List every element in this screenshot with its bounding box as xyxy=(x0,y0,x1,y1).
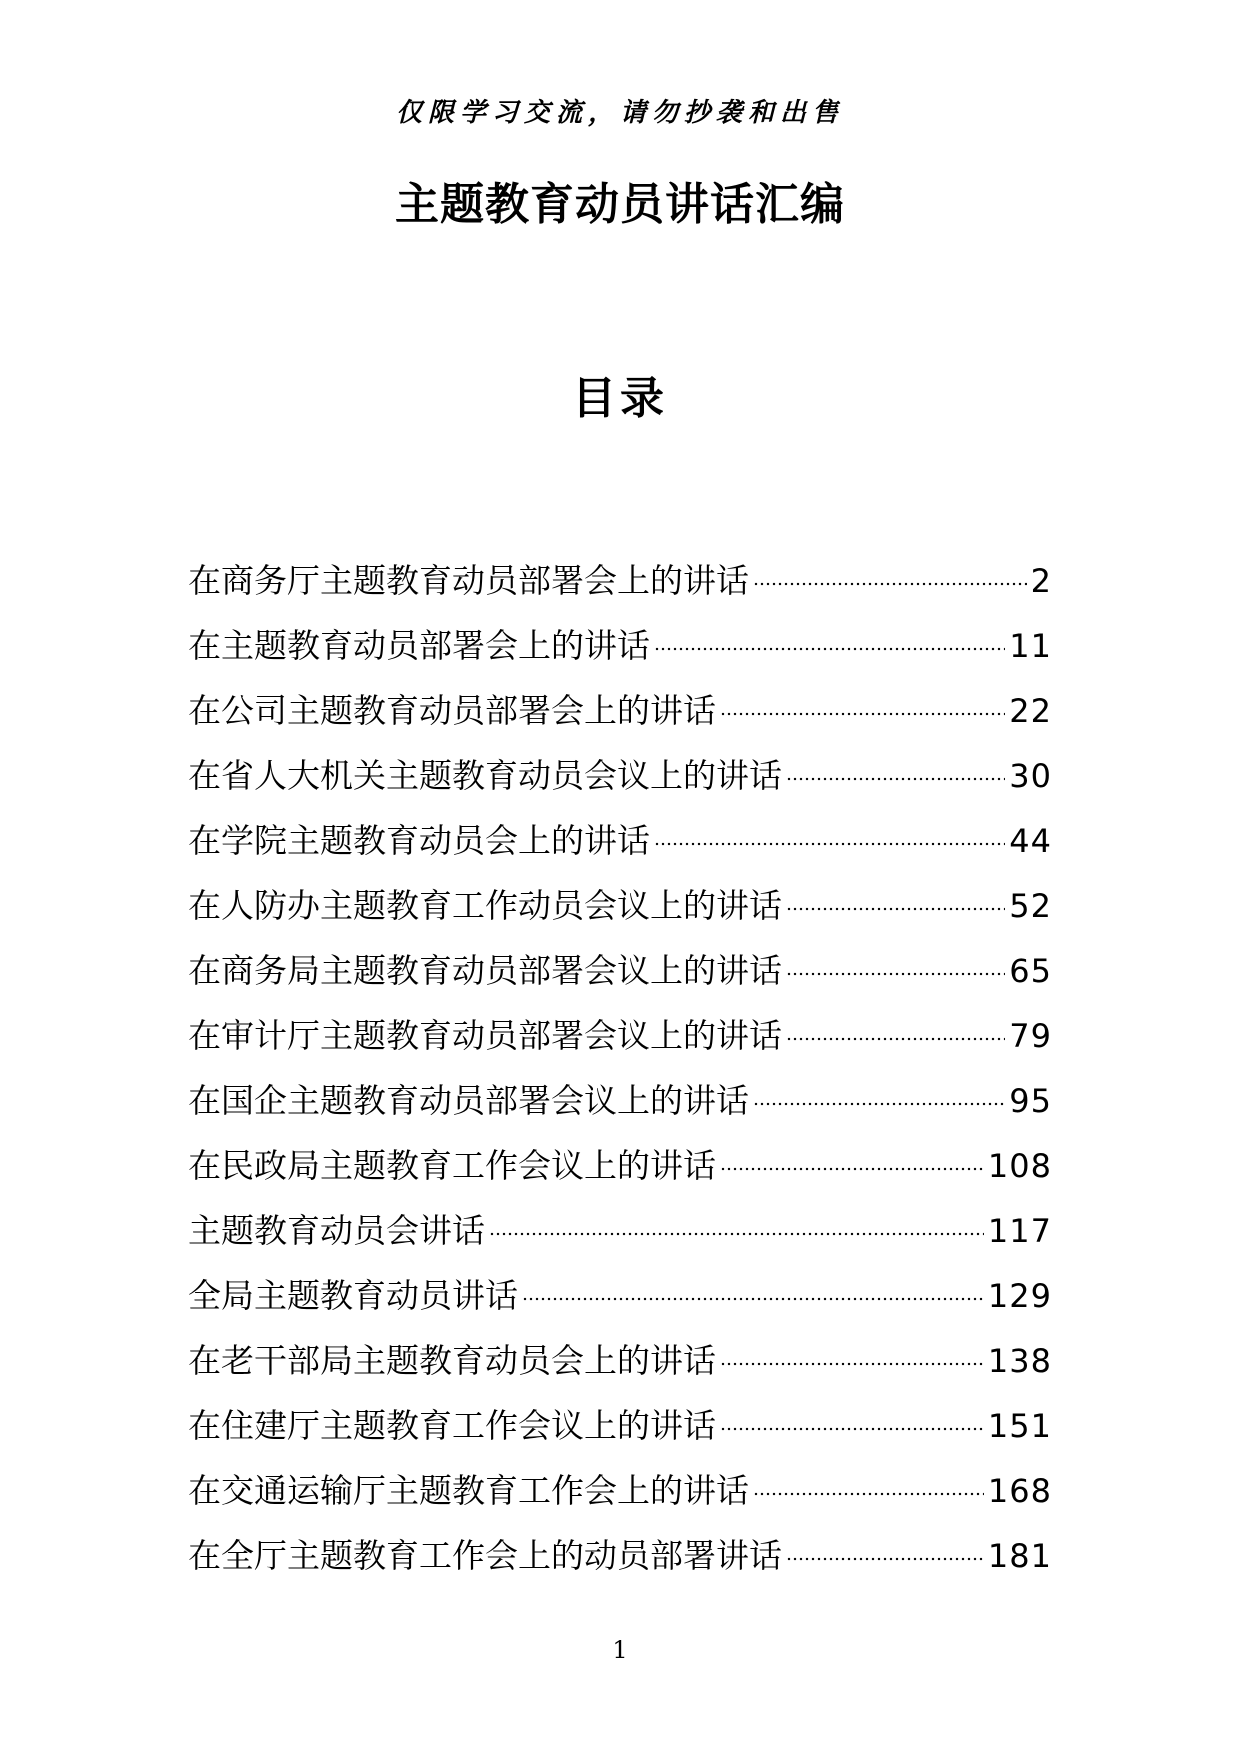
dot-leader xyxy=(753,582,1027,586)
toc-entry[interactable] xyxy=(188,1523,1052,1588)
toc-entry-title: 在交通运输厅主题教育工作会上的讲话 xyxy=(188,1471,749,1510)
toc-entry-page: 52 xyxy=(1009,887,1052,925)
toc-entry[interactable] xyxy=(188,808,1052,873)
toc-entry-title: 在学院主题教育动员会上的讲话 xyxy=(188,821,650,860)
copyright-notice: 仅限学习交流，请勿抄袭和出售 xyxy=(395,98,844,128)
dot-leader xyxy=(489,1232,984,1236)
toc-entry[interactable] xyxy=(188,1198,1052,1263)
toc-entry[interactable] xyxy=(188,613,1052,678)
toc-entry[interactable] xyxy=(188,1328,1052,1393)
dot-leader xyxy=(786,972,1005,976)
toc-entry-page: 44 xyxy=(1009,822,1052,860)
toc-entry-page: 138 xyxy=(987,1342,1052,1380)
dot-leader xyxy=(720,1167,984,1171)
toc-entry-title: 在商务厅主题教育动员部署会上的讲话 xyxy=(188,561,749,600)
toc-entry-page: 22 xyxy=(1009,692,1052,730)
dot-leader xyxy=(753,1492,984,1496)
toc-entry-page: 117 xyxy=(987,1212,1052,1250)
dot-leader xyxy=(786,1037,1005,1041)
dot-leader xyxy=(753,1102,1005,1106)
toc-entry-title: 在民政局主题教育工作会议上的讲话 xyxy=(188,1146,716,1185)
toc-entry-title: 在公司主题教育动员部署会上的讲话 xyxy=(188,691,716,730)
toc-entry[interactable] xyxy=(188,1458,1052,1523)
toc-entry-title: 在国企主题教育动员部署会议上的讲话 xyxy=(188,1081,749,1120)
toc-entry-title: 在商务局主题教育动员部署会议上的讲话 xyxy=(188,951,782,990)
toc-heading: 目录 xyxy=(572,373,668,424)
toc-entry-title: 主题教育动员会讲话 xyxy=(188,1211,485,1250)
toc-entry-page: 129 xyxy=(987,1277,1052,1315)
toc-entry-page: 65 xyxy=(1009,952,1052,990)
toc-entry[interactable] xyxy=(188,1068,1052,1133)
toc-entry-page: 2 xyxy=(1030,562,1052,600)
toc-entry-title: 在老干部局主题教育动员会上的讲话 xyxy=(188,1341,716,1380)
page-number: 1 xyxy=(612,1636,628,1664)
toc-entry-page: 168 xyxy=(987,1472,1052,1510)
toc-entry[interactable] xyxy=(188,1003,1052,1068)
table-of-contents xyxy=(188,548,1052,1588)
toc-entry[interactable] xyxy=(188,938,1052,1003)
dot-leader xyxy=(720,1362,984,1366)
dot-leader xyxy=(786,1557,984,1561)
dot-leader xyxy=(522,1297,984,1301)
toc-entry-title: 在省人大机关主题教育动员会议上的讲话 xyxy=(188,756,782,795)
dot-leader xyxy=(720,1427,984,1431)
toc-entry-page: 11 xyxy=(1009,627,1052,665)
toc-entry-page: 95 xyxy=(1009,1082,1052,1120)
toc-entry-page: 79 xyxy=(1009,1017,1052,1055)
toc-entry[interactable] xyxy=(188,678,1052,743)
dot-leader xyxy=(786,907,1005,911)
toc-entry-title: 在住建厅主题教育工作会议上的讲话 xyxy=(188,1406,716,1445)
toc-entry-title: 全局主题教育动员讲话 xyxy=(188,1276,518,1315)
toc-entry[interactable] xyxy=(188,1133,1052,1198)
toc-entry-title: 在全厅主题教育工作会上的动员部署讲话 xyxy=(188,1536,782,1575)
toc-entry-title: 在主题教育动员部署会上的讲话 xyxy=(188,626,650,665)
toc-entry-page: 108 xyxy=(987,1147,1052,1185)
toc-entry[interactable] xyxy=(188,548,1052,613)
toc-entry[interactable] xyxy=(188,873,1052,938)
toc-entry[interactable] xyxy=(188,1393,1052,1458)
toc-entry[interactable] xyxy=(188,743,1052,808)
dot-leader xyxy=(786,777,1005,781)
document-title: 主题教育动员讲话汇编 xyxy=(395,179,845,230)
toc-entry-page: 151 xyxy=(987,1407,1052,1445)
toc-entry-title: 在审计厅主题教育动员部署会议上的讲话 xyxy=(188,1016,782,1055)
toc-entry-page: 30 xyxy=(1009,757,1052,795)
toc-entry-title: 在人防办主题教育工作动员会议上的讲话 xyxy=(188,886,782,925)
toc-entry-page: 181 xyxy=(987,1537,1052,1575)
dot-leader xyxy=(654,842,1005,846)
toc-entry[interactable] xyxy=(188,1263,1052,1328)
dot-leader xyxy=(720,712,1005,716)
dot-leader xyxy=(654,647,1005,651)
